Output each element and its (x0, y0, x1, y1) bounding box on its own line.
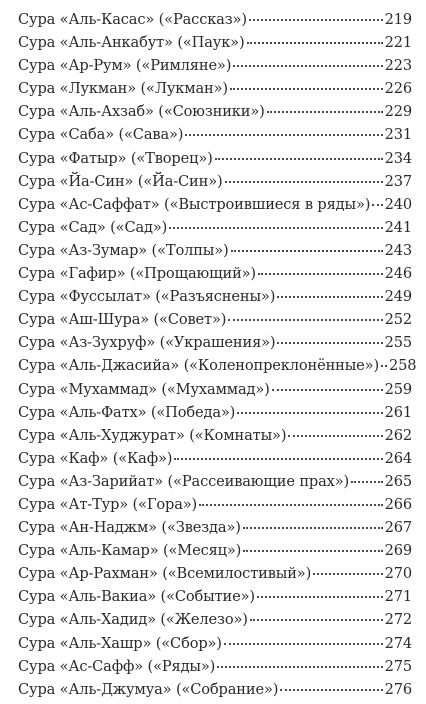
dot-leader (243, 550, 382, 552)
toc-entry-page: 249 (384, 288, 412, 306)
toc-entry (18, 565, 412, 588)
toc-entry-page: 255 (384, 334, 412, 352)
toc-entry-page: 272 (384, 611, 412, 629)
toc-entry (18, 196, 412, 219)
dot-leader (249, 19, 383, 21)
toc-entry-page: 237 (384, 172, 412, 190)
toc-entry (18, 126, 412, 149)
toc-entry-page: 269 (384, 542, 412, 560)
toc-entry-page: 252 (384, 311, 412, 329)
toc-entry (18, 658, 412, 681)
toc-entry-title: Сура «Ан-Наджм» («Звезда») (18, 519, 241, 537)
dot-leader (185, 134, 382, 136)
toc-entry-page: 276 (384, 680, 412, 698)
toc-entry-title: Сура «Аль-Хашр» («Сбор») (18, 634, 222, 652)
toc-entry (18, 80, 412, 103)
toc-entry-page: 262 (384, 426, 412, 444)
toc-entry-title: Сура «Аль-Хадид» («Железо») (18, 611, 248, 629)
dot-leader (288, 435, 382, 437)
dot-leader (313, 573, 382, 575)
toc-entry (18, 288, 412, 311)
toc-entry (18, 588, 412, 611)
toc-entry (18, 265, 412, 288)
toc-entry-title: Сура «Каф» («Каф») (18, 449, 173, 467)
dot-leader (225, 181, 383, 183)
toc-entry-title: Сура «Аз-Зухруф» («Украшения») (18, 334, 276, 352)
toc-entry-title: Сура «Ас-Саффат» («Выстроившиеся в ряды») (18, 195, 371, 213)
dot-leader (267, 111, 383, 113)
toc-entry-title: Сура «Гафир» («Прощающий») (18, 265, 256, 283)
dot-leader (231, 250, 383, 252)
toc-entry-title: Сура «Йа-Син» («Йа-Син») (18, 172, 223, 190)
toc-entry (18, 496, 412, 519)
dot-leader (280, 689, 382, 691)
toc-entry (18, 450, 412, 473)
dot-leader (199, 504, 383, 506)
toc-entry-page: 234 (384, 149, 412, 167)
toc-entry-title: Сура «Аль-Касас» («Рассказ») (18, 11, 247, 28)
toc-entry-title: Сура «Аль-Джумуа» («Собрание») (18, 680, 279, 698)
toc-entry-page: 258 (389, 357, 417, 375)
toc-entry-title: Сура «Аз-Зарийат» («Рассеивающие прах») (18, 472, 350, 490)
toc-entry (18, 150, 412, 173)
dot-leader (215, 158, 383, 160)
toc-entry-title: Сура «Лукман» («Лукман») (18, 80, 228, 98)
dot-leader (169, 227, 382, 229)
toc-entry (18, 542, 412, 565)
dot-leader (233, 65, 382, 67)
toc-entry-title: Сура «Ас-Сафф» («Ряды») (18, 657, 216, 675)
toc-entry (18, 311, 412, 334)
toc-entry-title: Сура «Ат-Тур» («Гора») (18, 495, 198, 513)
toc-entry-page: 270 (384, 565, 412, 583)
toc-entry-page: 231 (384, 126, 412, 144)
toc-entry (18, 219, 412, 242)
toc-entry-page: 275 (384, 657, 412, 675)
toc-entry-page: 265 (384, 472, 412, 490)
toc-entry-page: 221 (384, 34, 412, 52)
dot-leader (351, 481, 383, 483)
toc-entry-title: Сура «Аш-Шура» («Совет») (18, 311, 227, 329)
toc-entry (18, 242, 412, 265)
toc-entry (18, 681, 412, 704)
toc-entry-title: Сура «Аль-Вакиа» («Событие») (18, 588, 255, 606)
toc-entry (18, 103, 412, 126)
toc-entry-title: Сура «Ар-Рахман» («Всемилостивый») (18, 565, 312, 583)
dot-leader (277, 342, 382, 344)
toc-entry (18, 34, 412, 57)
toc-entry (18, 334, 412, 357)
toc-entry (18, 635, 412, 658)
toc-entry (18, 173, 412, 196)
toc-entry-title: Сура «Мухаммад» («Мухаммад») (18, 380, 270, 398)
toc-entry-page: 261 (384, 403, 412, 421)
dot-leader (217, 666, 382, 668)
toc-entry-page: 243 (384, 241, 412, 259)
toc-entry-page: 259 (384, 380, 412, 398)
toc-entry-title: Сура «Аль-Фатх» («Победа») (18, 403, 236, 421)
dot-leader (257, 596, 383, 598)
toc-entry-page: 229 (384, 103, 412, 121)
dot-leader (247, 42, 383, 44)
toc-entry-title: Сура «Ар-Рум» («Римляне») (18, 57, 232, 75)
toc-entry (18, 611, 412, 634)
toc-entry-title: Сура «Аль-Худжурат» («Комнаты») (18, 426, 287, 444)
toc-entry (18, 381, 412, 404)
toc-entry-page: 246 (384, 265, 412, 283)
toc-entry-title: Сура «Аль-Анкабут» («Паук») (18, 34, 245, 52)
dot-leader (258, 273, 383, 275)
dot-leader (372, 204, 382, 206)
toc-entry-title: Сура «Фуссылат» («Разъяснены») (18, 288, 276, 306)
dot-leader (272, 389, 383, 391)
dot-leader (228, 319, 382, 321)
toc-entry-page: 274 (384, 634, 412, 652)
toc-entry-title: Сура «Саба» («Сава») (18, 126, 184, 144)
dot-leader (174, 458, 382, 460)
toc-entry-page: 267 (384, 519, 412, 537)
toc-entry (18, 473, 412, 496)
toc-entry (18, 427, 412, 450)
toc-entry-title: Сура «Аль-Джасийа» («Коленопреклонённые») (18, 357, 379, 375)
toc-entry (18, 357, 417, 380)
toc-entry (18, 519, 412, 542)
toc-entry-page: 240 (384, 195, 412, 213)
toc-entry (18, 11, 412, 34)
toc-entry-title: Сура «Аль-Ахзаб» («Союзники») (18, 103, 265, 121)
toc-entry-title: Сура «Сад» («Сад») (18, 218, 168, 236)
toc-entry-page: 264 (384, 449, 412, 467)
toc-entry-page: 219 (384, 11, 412, 28)
dot-leader (277, 296, 382, 298)
dot-leader (243, 527, 383, 529)
dot-leader (381, 365, 387, 367)
toc-entry-page: 271 (384, 588, 412, 606)
dot-leader (250, 619, 383, 621)
toc-entry-page: 266 (384, 495, 412, 513)
toc-entry (18, 57, 412, 80)
toc-entry-page: 226 (384, 80, 412, 98)
toc-entry-title: Сура «Фатыр» («Творец») (18, 149, 213, 167)
dot-leader (237, 412, 382, 414)
toc-entry-title: Сура «Аз-Зумар» («Толпы») (18, 241, 229, 259)
toc-entry (18, 404, 412, 427)
toc-entry-page: 241 (384, 218, 412, 236)
dot-leader (224, 643, 383, 645)
toc-entry-title: Сура «Аль-Камар» («Месяц») (18, 542, 242, 560)
toc-entry-page: 223 (384, 57, 412, 75)
dot-leader (230, 88, 383, 90)
